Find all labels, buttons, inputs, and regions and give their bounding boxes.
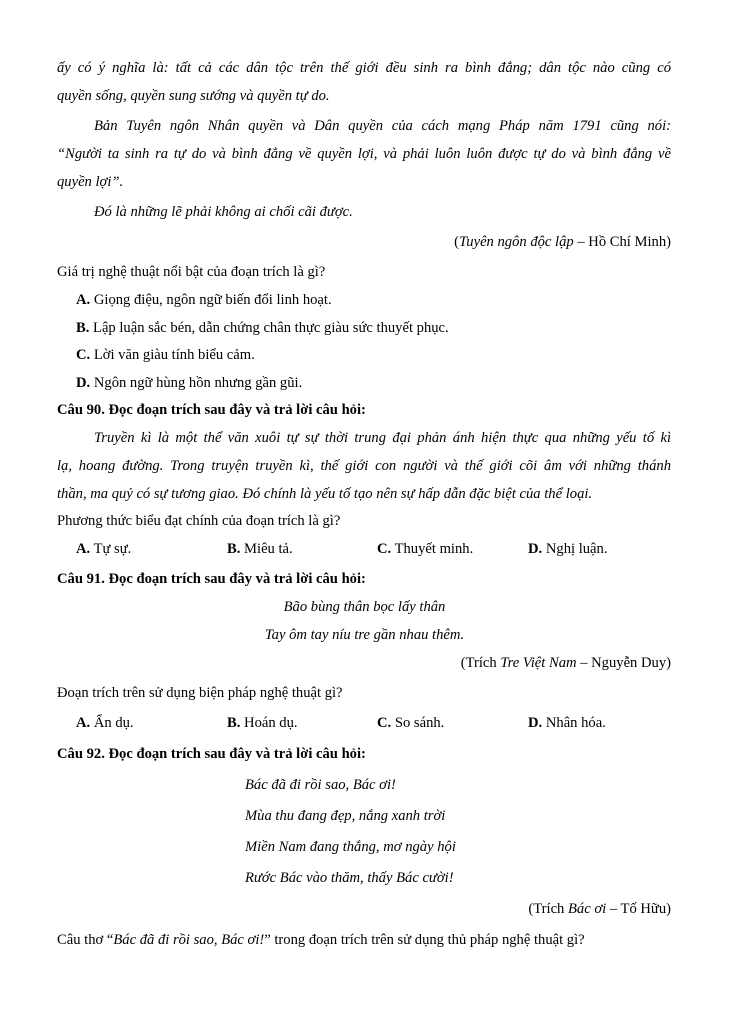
q91-question: Đoạn trích trên sử dụng biện pháp nghệ thuật gì? bbox=[57, 685, 343, 701]
q92-source-title: Bác ơi bbox=[568, 901, 607, 917]
q92-verse-1: Bác đã đi rồi sao, Bác ơi! bbox=[245, 777, 396, 793]
q92-question-quote: Bác đã đi rồi sao, Bác ơi! bbox=[113, 932, 265, 948]
q91-verse-1: Bão bùng thân bọc lấy thân bbox=[283, 599, 446, 615]
q90-question: Phương thức biểu đạt chính của đoạn trích là gì? bbox=[57, 513, 341, 529]
q90-option-d[interactable]: D. Nghị luận. bbox=[528, 541, 608, 557]
q90-passage-line-2: lạ, hoang đường. Trong truyện truyền kì, thế giới con người và thế giới cõi âm với những thánh bbox=[57, 458, 671, 474]
q89-option-a[interactable]: A. Giọng điệu, ngôn ngữ biến đổi linh hoạt. bbox=[76, 292, 332, 308]
q92-verse-2: Mùa thu đang đẹp, nắng xanh trời bbox=[245, 808, 446, 824]
q90-heading: Câu 90. Đọc đoạn trích sau đây và trả lời câu hỏi: bbox=[57, 402, 366, 418]
q92-question: Câu thơ “Bác đã đi rồi sao, Bác ơi!” trong đoạn trích trên sử dụng thủ pháp nghệ thuật gì? bbox=[57, 932, 585, 948]
q92-heading: Câu 92. Đọc đoạn trích sau đây và trả lời câu hỏi: bbox=[57, 746, 366, 762]
q90-passage-line-3: thần, ma quỷ có sự tương giao. Đó chính là yếu tố tạo nên sự hấp dẫn đặc biệt của thể loại. bbox=[57, 486, 593, 502]
q91-option-a[interactable]: A. Ẩn dụ. bbox=[76, 715, 134, 731]
q89-option-b[interactable]: B. Lập luận sắc bén, dẫn chứng chân thực giàu sức thuyết phục. bbox=[76, 320, 449, 336]
q91-option-c[interactable]: C. So sánh. bbox=[377, 715, 445, 731]
q92-verse-3: Miền Nam đang thắng, mơ ngày hội bbox=[245, 839, 456, 855]
passage-line-3: Bản Tuyên ngôn Nhân quyền và Dân quyền của cách mạng Pháp năm 1791 cũng nói: bbox=[94, 118, 671, 134]
q91-option-b[interactable]: B. Hoán dụ. bbox=[227, 715, 298, 731]
q91-source-title: Tre Việt Nam bbox=[500, 655, 577, 671]
passage-line-1: ấy có ý nghĩa là: tất cả các dân tộc trên thế giới đều sinh ra bình đẳng; dân tộc nào cũng có bbox=[57, 60, 671, 76]
passage-line-5: quyền lợi”. bbox=[57, 174, 124, 190]
q92-source: (Trích Bác ơi – Tố Hữu) bbox=[528, 901, 671, 917]
q89-option-d[interactable]: D. Ngôn ngữ hùng hồn nhưng gần gũi. bbox=[76, 375, 303, 391]
source-title: Tuyên ngôn độc lập bbox=[458, 234, 574, 250]
q89-question: Giá trị nghệ thuật nổi bật của đoạn trích là gì? bbox=[57, 264, 326, 280]
q90-passage-line-1: Truyền kì là một thể văn xuôi tự sự thời trung đại phản ánh hiện thực qua những yếu tố kì bbox=[94, 430, 671, 446]
passage-line-4: “Người ta sinh ra tự do và bình đẳng về quyền lợi, và phải luôn luôn được tự do và bình đẳng về bbox=[57, 146, 671, 162]
passage-source: (Tuyên ngôn độc lập – Hồ Chí Minh) bbox=[454, 234, 671, 250]
q90-option-b[interactable]: B. Miêu tả. bbox=[227, 541, 293, 557]
q89-option-c[interactable]: C. Lời văn giàu tính biểu cảm. bbox=[76, 347, 255, 363]
q91-heading: Câu 91. Đọc đoạn trích sau đây và trả lời câu hỏi: bbox=[57, 571, 366, 587]
q91-option-d[interactable]: D. Nhân hóa. bbox=[528, 715, 606, 731]
q92-verse-4: Rước Bác vào thăm, thấy Bác cười! bbox=[245, 870, 454, 886]
passage-line-2: quyền sống, quyền sung sướng và quyền tự do. bbox=[57, 88, 330, 104]
passage-line-6: Đó là những lẽ phải không ai chối cãi được. bbox=[94, 204, 353, 220]
q91-source: (Trích Tre Việt Nam – Nguyễn Duy) bbox=[460, 655, 671, 671]
q91-verse-2: Tay ôm tay níu tre gần nhau thêm. bbox=[264, 627, 465, 643]
q90-option-a[interactable]: A. Tự sự. bbox=[76, 541, 132, 557]
q90-option-c[interactable]: C. Thuyết minh. bbox=[377, 541, 474, 557]
